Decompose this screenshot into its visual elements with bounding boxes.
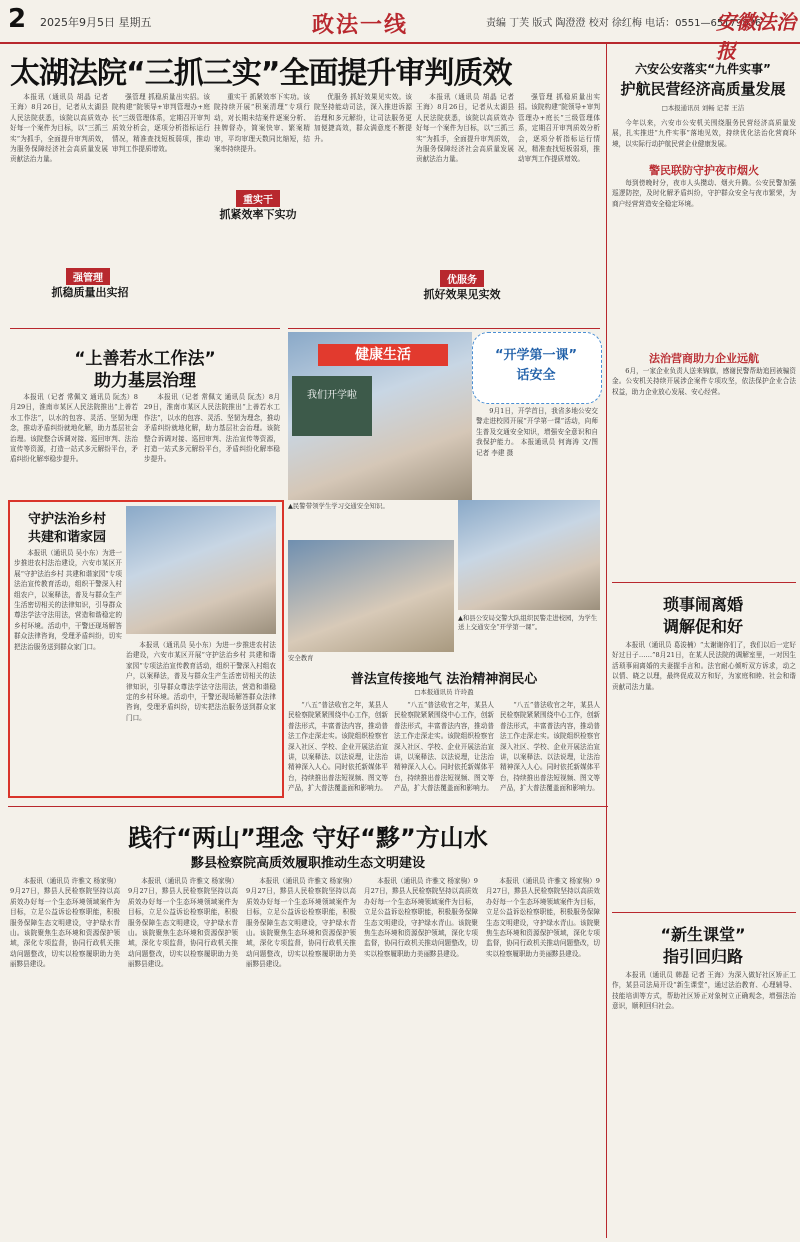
lead-paragraph: 本报讯（通讯员 胡晶 记者 王海）8月26日，记者从太湖县人民法院获悉，该院以高质效办好每一个案件为目标，以“三抓三实”为抓手，全面提升审判质效，为服务保障经济社会高质量发展贡献法治力量。 (10, 93, 108, 164)
bottom-column-5: 本报讯（通讯员 许雅文 杨家驹）9月27日，黟县人民检察院坚持以高质效办好每一个生态环境领域案件为目标，立足公益诉讼检察职能，积极服务保障生态文明建设，守护绿水青山。该院聚焦生态环境和资源保护领域，深化专项监督，协同行政机关推动问题整改，切实以检察履职助力美丽黟县建设。 (486, 877, 600, 958)
article5-byline: □本报通讯员 许玲盈 (414, 688, 474, 696)
article4-title-line2: 共建和谐家园 (27, 530, 106, 545)
lead-subhead-tag-2: 重实干 (236, 190, 280, 207)
article2-column-2: 本报讯（记者 常佩文 通讯员 阮杰）8月29日，淮南市某区人民法院推出“上善若水工作法”，以水的包容、灵活、坚韧为理念，推动矛盾纠纷就地化解，助力基层社会治理。该院整合诉调对接、巡回审判、法治宣传等资源，打造一站式多元解纷平台，矛盾纠纷化解率稳步提升。 (144, 393, 280, 464)
lead-paragraph: 强管理 抓稳质量出实招。该院构建“院领导+审判管理办+庭长”三级管理体系，定期召开审判质效分析会，逐项分析指标运行情况，精准查找短板弱项，推动审判工作提质增效。 (518, 93, 600, 164)
article4-title-line1: 守护法治乡村 (27, 512, 106, 527)
lead-paragraph: 本报讯（通讯员 胡晶 记者 王海）8月26日，记者从太湖县人民法院获悉，该院以高质效办好每一个案件为目标，以“三抓三实”为抓手，全面提升审判质效，为服务保障经济社会高质量发展贡献法治力量。 (416, 93, 514, 164)
side1-title-line2: 护航民营经济高质量发展 (620, 80, 786, 98)
article5-column-1: “八五”普法收官之年，某县人民检察院紧紧围绕中心工作，创新普法形式，丰富普法内容，推动普法工作走深走实。该院组织检察官深入社区、学校、企业开展法治宣讲，以案释法、以法说理，让法治精神深入人心。同时依托新媒体平台，持续推出普法短视频、图文等产品，扩大普法覆盖面和影响力。 (288, 701, 388, 793)
lead-paragraph: 强管理 抓稳质量出实招。该院构建“院领导+审判管理办+庭长”三级管理体系，定期召开审判质效分析会，逐项分析指标运行情况，精准查找短板弱项，推动审判工作提质增效。 (112, 93, 210, 154)
sidebar-divider (606, 44, 607, 1238)
school-photo (458, 500, 600, 610)
article3-title-line2: 话安全 (516, 368, 556, 383)
side2-title-line2: 调解促和好 (662, 617, 743, 636)
side3-title-line1: “新生课堂” (660, 925, 746, 944)
article3-body: 9月1日，开学首日，我省多地公安交警走进校园开展“开学第一课”活动，向师生普及交通安全知识，增强安全意识和自我保护能力。 本报通讯员 何海涛 文/图 记者 李建 摄 (476, 407, 598, 457)
side1-subhead-2: 法治营商助力企业远航 (649, 352, 759, 365)
photo-caption: ▲和县公安局交警大队组织民警走进校园，为学生送上交通安全“开学第一课”。 (458, 614, 598, 631)
divider (8, 806, 608, 807)
bottom-subheadline: 黟县检察院高质效履职推动生态文明建设 (190, 856, 425, 871)
lead-column-6 (518, 92, 600, 317)
side3-body: 本报讯（通讯员 韩磊 记者 王海）为深入做好社区矫正工作，某县司法局开设“新生课堂”，通过法治教育、心理辅导、技能培训等方式，帮助社区矫正对象树立正确观念，增强法治意识，顺利回归社会。 (612, 971, 796, 1011)
article4-column-2: 本报讯（通讯员 吴小东）为进一步推进农村法治建设，六安市某区开展“守护法治乡村 共建和谐家园”专项法治宣传教育活动，组织干警深入村组农户，以案释法，普及与群众生产生活密切相关的法律知识，引导群众尊法学法守法用法，营造和谐稳定的乡村环境。活动中，干警还现场解答群众法律咨询，受理矛盾纠纷，切实把法治服务送到群众家门口。 (126, 641, 276, 722)
lead-subhead-tag-1: 强管理 (66, 268, 110, 285)
article2-title-line1: “上善若水工作法” (74, 349, 216, 369)
traffic-police-photo (288, 540, 454, 652)
side1-title-line1: 六安公安落实“九件实事” (635, 62, 771, 76)
article5-column-3: “八五”普法收官之年，某县人民检察院紧紧围绕中心工作，创新普法形式，丰富普法内容，推动普法工作走深走实。该院组织检察官深入社区、学校、企业开展法治宣讲，以案释法、以法说理，让法治精神深入人心。同时依托新媒体平台，持续推出普法短视频、图文等产品，扩大普法覆盖面和影响力。 (500, 701, 600, 793)
side2-title-line1: 琐事闹离婚 (662, 595, 743, 614)
bottom-column-1: 本报讯（通讯员 许雅文 杨家驹）9月27日，黟县人民检察院坚持以高质效办好每一个生态环境领域案件为目标，立足公益诉讼检察职能，积极服务保障生态文明建设，守护绿水青山。该院聚焦生态环境和资源保护领域，深化专项监督，协同行政机关推动问题整改，切实以检察履职助力美丽黟县建设。 (10, 877, 120, 969)
divider (612, 582, 796, 583)
bottom-column-2: 本报讯（通讯员 许雅文 杨家驹）9月27日，黟县人民检察院坚持以高质效办好每一个生态环境领域案件为目标，立足公益诉讼检察职能，积极服务保障生态文明建设，守护绿水青山。该院聚焦生态环境和资源保护领域，深化专项监督，协同行政机关推动问题整改，切实以检察履职助力美丽黟县建设。 (128, 877, 238, 969)
side1-subhead-1: 警民联防守护夜市烟火 (649, 164, 759, 177)
lead-subhead-2: 抓紧效率下实功 (219, 208, 297, 221)
article4-column-1: 本报讯（通讯员 吴小东）为进一步推进农村法治建设，六安市某区开展“守护法治乡村 共建和谐家园”专项法治宣传教育活动，组织干警深入村组农户，以案释法，普及与群众生产生活密切相关的法律知识，引导群众尊法学法守法用法，营造和谐稳定的乡村环境。活动中，干警还现场解答群众法律咨询，受理矛盾纠纷，切实把法治服务送到群众家门口。 (14, 549, 122, 651)
side2-body: 本报讯（通讯员 葛浚楠）“太谢谢你们了，我们以后一定好好过日子……”8月21日，在某人民法院的调解室里，一对因生活琐事闹离婚的夫妻握手言和。法官耐心倾听双方诉求，动之以情、晓之以理，最终促成双方和好，为家庭和睦、社会和谐贡献司法力量。 (612, 641, 796, 691)
village-photo (126, 506, 276, 634)
newspaper-logo: 安徽法治报 (716, 10, 796, 63)
side1-byline: □本报通讯员 刘畅 记者 王洁 (661, 104, 745, 112)
page-number: 2 (8, 4, 27, 34)
lead-paragraph: 优服务 抓好效果见实效。该院坚持能动司法，深入推进诉源治理和多元解纷，让司法服务更加便捷高效，群众满意度不断提升。 (314, 93, 412, 143)
divider (288, 328, 600, 329)
bottom-column-4: 本报讯（通讯员 许雅文 杨家驹）9月27日，黟县人民检察院坚持以高质效办好每一个生态环境领域案件为目标，立足公益诉讼检察职能，积极服务保障生态文明建设，守护绿水青山。该院聚焦生态环境和资源保护领域，深化专项监督，协同行政机关推动问题整改，切实以检察履职助力美丽黟县建设。 (364, 877, 478, 958)
lead-column-4 (314, 92, 412, 317)
divider (10, 328, 280, 329)
side1-body-3: 6月，一家企业负责人送来锦旗，感谢民警帮助追回被骗资金。公安机关持续开展涉企案件专项攻坚，依法保护企业合法权益，助力企业放心发展、安心经营。 (612, 367, 796, 396)
article3-title-line1: “开学第一课” (494, 348, 578, 363)
divider (612, 912, 796, 913)
side1-body-1: 今年以来，六安市公安机关围绕服务民营经济高质量发展，扎实推进“九件实事”落地见效，持续优化法治化营商环境，以实际行动护航民营企业健康发展。 (612, 119, 796, 148)
lead-subhead-1: 抓稳质量出实招 (51, 286, 129, 299)
side1-body-2: 每到傍晚时分，夜市人头攒动、烟火升腾。公安民警加强巡逻防控，及时化解矛盾纠纷，守护群众安全与夜市繁荣，为商户经营营造安全稳定环境。 (612, 179, 796, 208)
side3-title-line2: 指引回归路 (662, 947, 743, 966)
photo-caption: 安全教育 (288, 654, 314, 662)
lead-subhead-tag-3: 优服务 (440, 270, 484, 287)
section-title: 政法一线 (312, 12, 409, 38)
lead-headline: 太湖法院“三抓三实”全面提升审判质效 (10, 56, 512, 91)
article2-column-1: 本报讯（记者 常佩文 通讯员 阮杰）8月29日，淮南市某区人民法院推出“上善若水工作法”，以水的包容、灵活、坚韧为理念，推动矛盾纠纷就地化解，助力基层社会治理。该院整合诉调对接、巡回审判、法治宣传等资源，打造一站式多元解纷平台，矛盾纠纷化解率稳步提升。 (10, 393, 138, 464)
article5-title: 普法宣传接地气 法治精神润民心 (350, 672, 538, 687)
lead-subhead-3: 抓好效果见实效 (423, 288, 501, 301)
editor-credits: 责编 丁芙 版式 陶澄澄 校对 徐红梅 电话：0551—65179836 (486, 18, 762, 29)
issue-date: 2025年9月5日 星期五 (40, 16, 152, 29)
article2-title-line2: 助力基层治理 (94, 371, 196, 391)
banner-sign: 健康生活 (318, 344, 448, 366)
lead-paragraph: 重实干 抓紧效率下实功。该院持续开展“积案清理”专项行动，对长期未结案件逐案分析、挂牌督办，简案快审、繁案精审，平均审理天数同比缩短，结案率持续提升。 (214, 93, 310, 154)
bottom-column-3: 本报讯（通讯员 许雅文 杨家驹）9月27日，黟县人民检察院坚持以高质效办好每一个生态环境领域案件为目标，立足公益诉讼检察职能，积极服务保障生态文明建设，守护绿水青山。该院聚焦生态环境和资源保护领域，深化专项监督，协同行政机关推动问题整改，切实以检察履职助力美丽黟县建设。 (246, 877, 356, 969)
bottom-headline: 践行“两山”理念 守好“黟”方山水 (128, 824, 488, 852)
article5-column-2: “八五”普法收官之年，某县人民检察院紧紧围绕中心工作，创新普法形式，丰富普法内容，推动普法工作走深走实。该院组织检察官深入社区、学校、企业开展法治宣讲，以案释法、以法说理，让法治精神深入人心。同时依托新媒体平台，持续推出普法短视频、图文等产品，扩大普法覆盖面和影响力。 (394, 701, 494, 793)
chalkboard: 我们开学啦 (292, 376, 372, 436)
photo-caption: ▲民警带领学生学习交通安全知识。 (288, 502, 389, 510)
